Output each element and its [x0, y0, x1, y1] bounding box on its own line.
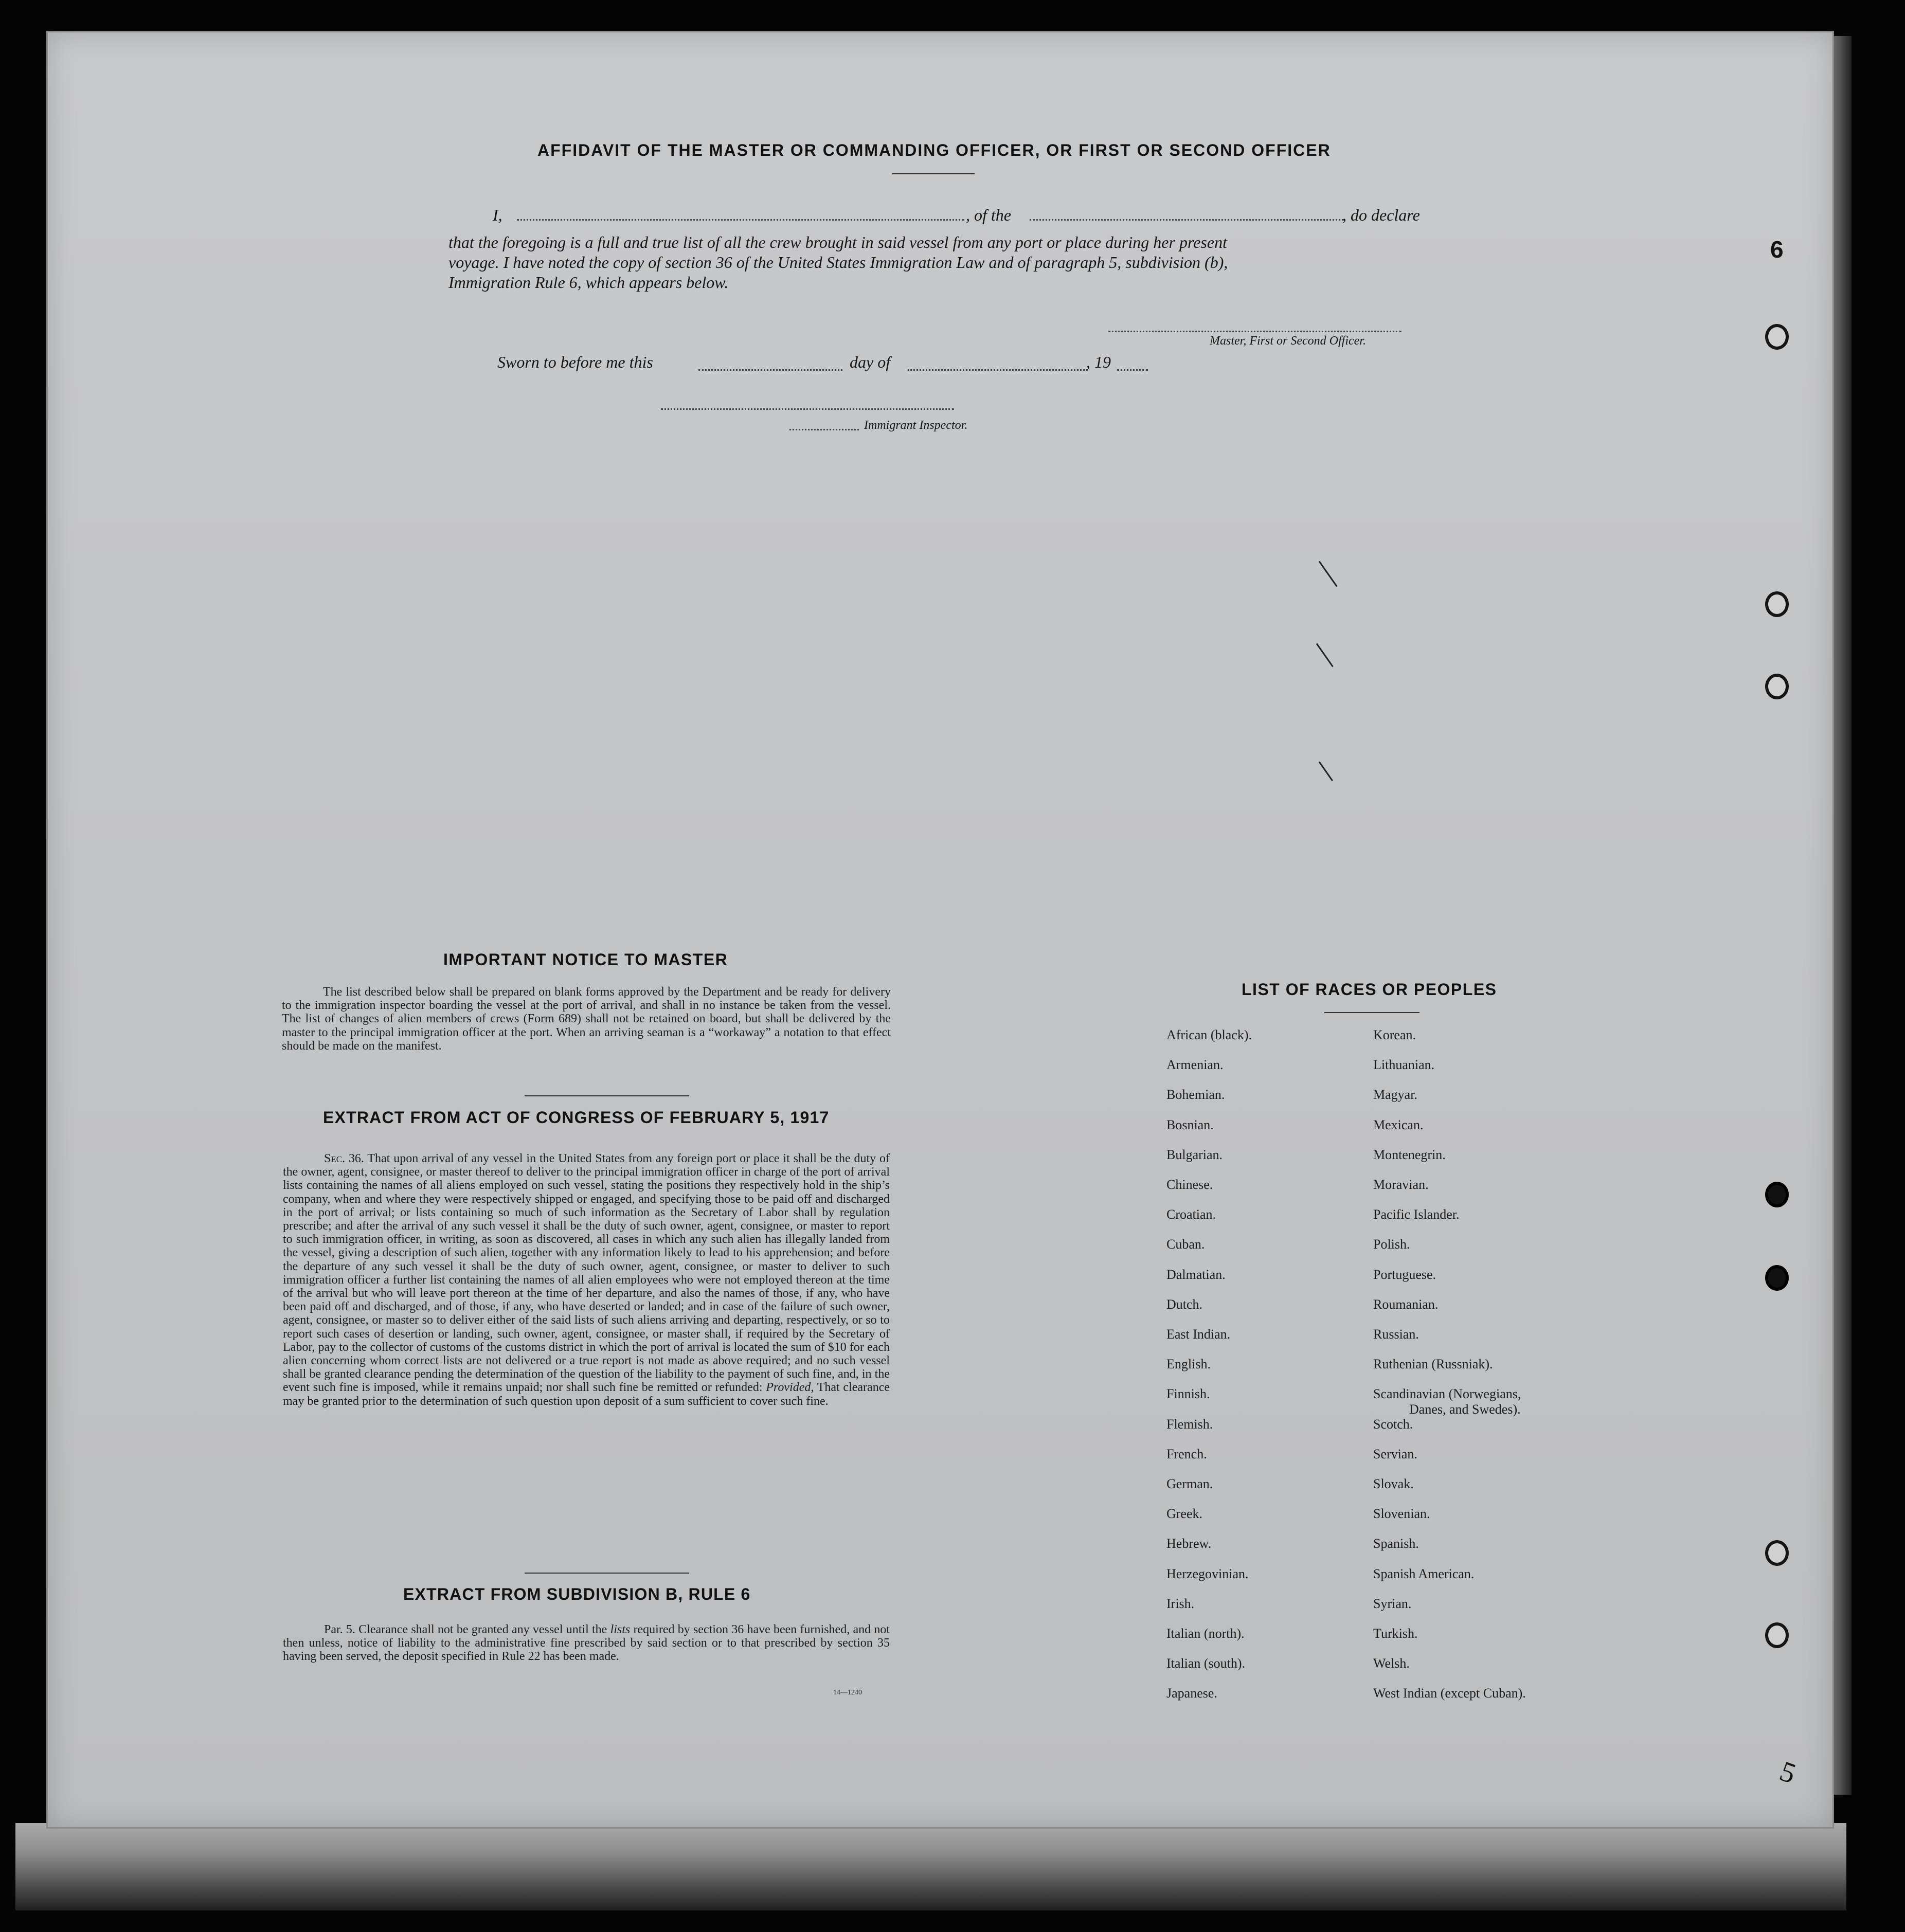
act-text	[283, 1152, 890, 1408]
race-item: Spanish.	[1373, 1536, 1419, 1551]
race-item: Korean.	[1373, 1027, 1416, 1042]
race-item: African (black).	[1166, 1027, 1252, 1042]
race-item: Finnish.	[1166, 1386, 1210, 1402]
binder-hole	[1765, 1182, 1789, 1207]
race-item: Roumanian.	[1373, 1296, 1439, 1312]
binder-hole	[1765, 591, 1789, 617]
signature-label: Master, First or Second Officer.	[1210, 334, 1366, 348]
race-item: Polish.	[1373, 1237, 1410, 1252]
title-rule	[892, 173, 975, 174]
race-item: Magyar.	[1373, 1087, 1417, 1103]
bottom-edge	[15, 1823, 1846, 1910]
race-item: Scandinavian (Norwegians,	[1373, 1386, 1521, 1402]
race-item: Slovenian.	[1373, 1506, 1430, 1522]
affidavit-body-line: voyage. I have noted the copy of section 36 of the United States Immigration Law and of paragraph 5, subdivision (b),	[448, 253, 1228, 272]
race-item: Flemish.	[1166, 1416, 1213, 1432]
race-item: Russian.	[1373, 1327, 1419, 1342]
race-item: Portuguese.	[1373, 1267, 1436, 1282]
affidavit-body-line: Immigration Rule 6, which appears below.	[448, 273, 729, 292]
race-item: West Indian (except Cuban).	[1373, 1686, 1526, 1701]
sworn-text: Sworn to before me this	[497, 353, 653, 371]
rule-title: EXTRACT FROM SUBDIVISION B, RULE 6	[403, 1585, 751, 1603]
notice-text: The list described below shall be prepared on blank forms approved by the Department and be ready for delivery to the immigration inspector boarding the vessel at the port of arrival, and shall in no instance be taken from the vessel. The list of changes of alien members of crews (Form 689) shall not be retained on board, but shall be delivered by the master to the principal immigration officer at the port. When an arriving seaman is a “workaway” a notation to that effect should be made on the manifest.	[282, 985, 891, 1053]
race-item: Syrian.	[1373, 1596, 1412, 1611]
race-item: Lithuanian.	[1373, 1057, 1435, 1073]
sworn-year: , 19	[1086, 353, 1111, 371]
race-item: Servian.	[1373, 1446, 1417, 1461]
rule-lists-word: lists	[610, 1623, 631, 1636]
form-number: 14—1240	[833, 1689, 862, 1696]
race-item: Japanese.	[1166, 1686, 1217, 1701]
race-item: Bohemian.	[1166, 1087, 1225, 1103]
race-item: East Indian.	[1166, 1327, 1231, 1342]
race-item: Pacific Islander.	[1373, 1207, 1460, 1222]
year-blank	[1117, 369, 1148, 371]
race-item: Spanish American.	[1373, 1566, 1475, 1581]
rule-text-a: Par. 5. Clearance shall not be granted any vessel until the	[324, 1623, 607, 1636]
race-item: English.	[1166, 1357, 1211, 1372]
race-item: Bulgarian.	[1166, 1147, 1223, 1162]
race-item: Montenegrin.	[1373, 1147, 1446, 1162]
inspector-signature-blank	[661, 408, 954, 410]
race-item: Dalmatian.	[1166, 1267, 1226, 1282]
binder-hole	[1765, 324, 1789, 350]
provided-text: That clearance may be granted prior to the determination of such question upon deposit of a sum sufficient to cover such fine.	[283, 1381, 890, 1408]
rule-text-b: required by section 36 have been furnished, and not then unless, notice of liability to the administrative fine prescribed by said section or to that prescribed by section 35 having been served, the deposit specified in Rule 22 has been made.	[283, 1623, 890, 1664]
notice-title: IMPORTANT NOTICE TO MASTER	[443, 950, 728, 969]
provided-label: Provided,	[766, 1381, 814, 1395]
day-blank	[698, 369, 842, 371]
binder-hole	[1765, 674, 1789, 699]
act-title: EXTRACT FROM ACT OF CONGRESS OF FEBRUARY 5, 1917	[323, 1108, 830, 1127]
race-item: Ruthenian (Russniak).	[1373, 1357, 1493, 1372]
race-item: Scotch.	[1373, 1416, 1413, 1432]
affidavit-declare: , do declare	[1342, 206, 1420, 224]
race-item-continued: Danes, and Swedes).	[1409, 1402, 1521, 1417]
races-title-rule	[1324, 1012, 1419, 1013]
document-page	[46, 31, 1834, 1829]
race-item: Armenian.	[1166, 1057, 1224, 1073]
inspector-label: Immigrant Inspector.	[864, 419, 968, 432]
race-item: Chinese.	[1166, 1177, 1213, 1192]
affidavit-of-the: , of the	[966, 206, 1011, 224]
race-item: Cuban.	[1166, 1237, 1205, 1252]
binder-hole	[1765, 1265, 1789, 1291]
race-item: Irish.	[1166, 1596, 1195, 1611]
vessel-blank	[1030, 219, 1343, 221]
section-rule	[525, 1095, 689, 1096]
race-item: Welsh.	[1373, 1656, 1410, 1671]
affidavit-body-line: that the foregoing is a full and true list of all the crew brought in said vessel from any port or place during her present	[448, 233, 1227, 251]
sworn-day-of: day of	[850, 353, 891, 371]
race-item: Hebrew.	[1166, 1536, 1212, 1551]
race-item: Italian (north).	[1166, 1626, 1245, 1641]
sec-label: Sec. 36.	[324, 1152, 364, 1165]
race-item: Turkish.	[1373, 1626, 1418, 1641]
month-blank	[908, 369, 1088, 371]
race-item: French.	[1166, 1446, 1207, 1461]
race-item: German.	[1166, 1476, 1213, 1491]
races-title: LIST OF RACES OR PEOPLES	[1242, 980, 1497, 999]
race-item: Mexican.	[1373, 1117, 1424, 1132]
race-item: Italian (south).	[1166, 1656, 1246, 1671]
race-item: Dutch.	[1166, 1296, 1203, 1312]
signature-blank	[1108, 331, 1401, 332]
race-item: Croatian.	[1166, 1207, 1216, 1222]
section-rule	[525, 1573, 689, 1574]
race-item: Bosnian.	[1166, 1117, 1214, 1132]
race-item: Slovak.	[1373, 1476, 1414, 1491]
race-item: Moravian.	[1373, 1177, 1429, 1192]
inspector-dots	[789, 429, 859, 430]
handwritten-page-number: 5	[1775, 1755, 1800, 1790]
binder-hole	[1765, 1622, 1789, 1648]
race-item: Herzegovinian.	[1166, 1566, 1249, 1581]
name-blank	[517, 219, 964, 221]
rule-text	[283, 1623, 890, 1664]
act-body: That upon arrival of any vessel in the United States from any foreign port or place it shall be the duty of the owner, agent, consignee, or master thereof to deliver to the principal immigration officer in charge of the port of arrival lists containing the names of all aliens employed on such vessel, stating the positions they respectively hold in the ship’s company, when and where they were respectively shipped or engaged, and specifying those to be paid off and discharged in the port of arrival; or lists containing so much of such information as the Secretary of Labor shall by regulation prescribe; and after the arrival of any such vessel it shall be the duty of such owner, agent, consignee, or master to report to such immigration officer, in writing, as soon as discovered, all cases in which any such alien has illegally landed from the vessel, giving a description of such alien, together with any information likely to lead to his apprehension; and before the departure of any such vessel it shall be the duty of such owner, agent, consignee, or master to deliver to such immigration officer a further list containing the names of all alien employees who were not employed thereon at the time of the arrival but who will leave port thereon at the time of her departure, and also the names of those, if any, who have been paid off and discharged, and of those, if any, who have deserted or landed; and in case of the failure of such owner, agent, consignee, or master so to deliver either of the said lists of such aliens arriving and departing, respectively, or so to report such cases of desertion or landing, such owner, agent, consignee, or master shall, if required by the Secretary of Labor, pay to the collector of customs of the customs district in which the port of arrival is located the sum of $10 for each alien concerning whom correct lists are not delivered or a true report is not made as above required; and no such vessel shall be granted clearance pending the determination of the question of the liability to the payment of such fine, and, in the event such fine is imposed, while it remains unpaid; nor shall such fine be remitted or refunded:	[283, 1152, 890, 1395]
affidavit-title: AFFIDAVIT OF THE MASTER OR COMMANDING OFFICER, OR FIRST OR SECOND OFFICER	[537, 141, 1331, 159]
affidavit-i: I,	[493, 206, 502, 224]
page-number-mark: 6	[1770, 236, 1784, 263]
race-item: Greek.	[1166, 1506, 1203, 1522]
binder-hole	[1765, 1540, 1789, 1566]
